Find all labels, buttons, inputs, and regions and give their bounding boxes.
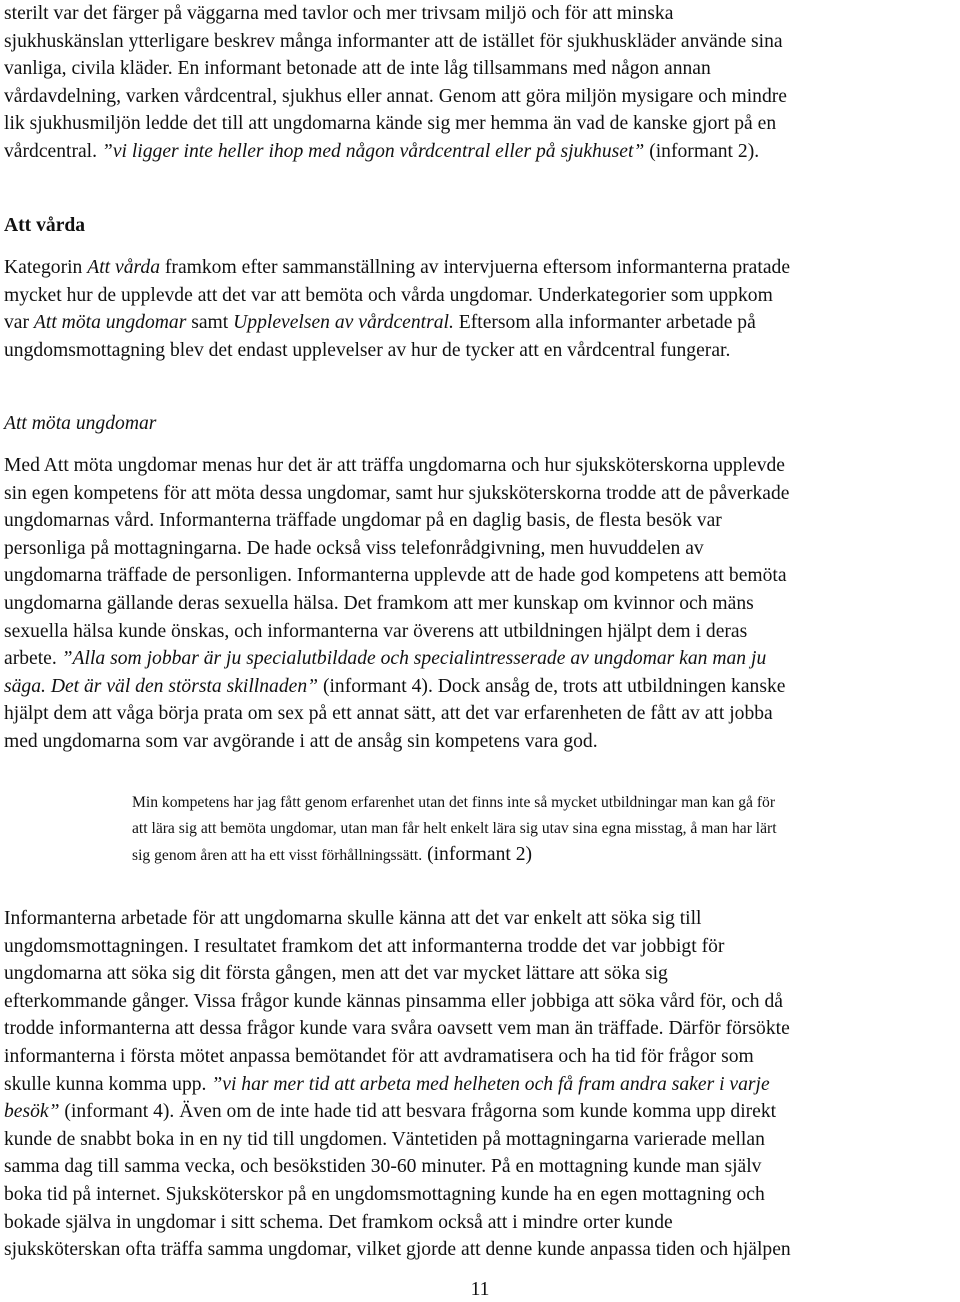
quote-inline: ”vi ligger inte heller ihop med någon vårdcentral eller på sjukhuset” <box>101 140 645 162</box>
quote-inline: besök” <box>4 1101 60 1123</box>
subsection-heading: Att möta ungdomar <box>4 413 157 434</box>
paragraph-category <box>4 254 956 364</box>
text-run: arbete. <box>4 648 62 670</box>
text-line: ungdomarnas vård. Informanterna träffade ungdomar på en daglig basis, de flesta besök var <box>4 510 722 532</box>
block-quote <box>132 790 956 869</box>
text-run: Kategorin <box>4 257 88 278</box>
page-number: 11 <box>470 1279 490 1300</box>
text-line: hjälpt dem att våga börja prata om sex på ett annat sätt, att det var erfarenheten de fått av att jobba <box>4 703 773 725</box>
quote-line: Min kompetens har jag fått genom erfarenhet utan det finns inte så mycket utbildningar man kan gå för <box>132 794 776 811</box>
text-run: framkom efter sammanställning av intervjuerna eftersom informanterna pratade <box>160 257 791 278</box>
text-line: Informanterna arbetade för att ungdomarna skulle känna att det var enkelt att söka sig till <box>4 908 702 929</box>
text-line: bokade själva in ungdomar i sitt schema. Det framkom också att i mindre orter kunde <box>4 1211 673 1233</box>
text-line: Med Att möta ungdomar menas hur det är att träffa ungdomarna och hur sjuksköterskorna upplevde <box>4 455 786 476</box>
paragraph-environment <box>4 0 956 166</box>
text-line <box>4 673 956 701</box>
text-line: ungdomarna att söka sig dit första gången, men att det var mycket lättare att söka sig <box>4 963 668 985</box>
quote-inline: säga. Det är väl den största skillnaden” <box>4 675 319 697</box>
text-run: vårdcentral. <box>4 140 102 162</box>
text-run: skulle kunna komma upp. <box>4 1073 212 1095</box>
text-line: sexuella hälsa kunde önskas, och informanterna var överens att utbildningen hjälpt dem i deras <box>4 620 748 642</box>
text-line: vanliga, civila kläder. En informant betonade att de inte låg tillsammans med någon annan <box>4 58 711 80</box>
text-line: samma dag till samma vecka, och besökstiden 30-60 minuter. På en mottagning kunde man själv <box>4 1156 762 1178</box>
quote-inline: ”vi har mer tid att arbeta med helheten och få fram andra saker i varje <box>211 1073 770 1095</box>
text-line <box>4 645 956 673</box>
text-line: sjukhuskänslan ytterligare beskrev många informanter att de istället för sjukhuskläder använde sina <box>4 30 783 52</box>
text-line: informanterna i första mötet anpassa bemötandet för att avdramatisera och ha tid för frågor som <box>4 1045 754 1067</box>
subcategory-name: Upplevelsen av vårdcentral. <box>233 312 454 334</box>
quote-inline: ”Alla som jobbar är ju specialutbildade och specialintresserade av ungdomar kan man ju <box>61 648 767 670</box>
text-line <box>4 1071 956 1099</box>
text-line <box>4 309 956 337</box>
text-line: efterkommande gånger. Vissa frågor kunde kännas pinsamma eller jobbiga att söka vård för, och då <box>4 990 783 1012</box>
text-line: med ungdomarna som var avgörande i att de ansåg sin kompetens vara god. <box>4 730 598 752</box>
text-line: sin egen kompetens för att möta dessa ungdomar, samt hur sjuksköterskorna trodde att de påverkade <box>4 482 790 504</box>
text-line: boka tid på internet. Sjuksköterskor på en ungdomsmottagning kunde ha en egen mottagning och <box>4 1183 765 1205</box>
category-name: Att vårda <box>87 257 160 278</box>
text-run: samt <box>186 312 234 334</box>
text-line: sterilt var det färger på väggarna med tavlor och mer trivsam miljö och för att minska <box>4 3 674 24</box>
text-line: trodde informanterna att dessa frågor kunde vara svåra oavsett vem man än träffade. Därför försökte <box>4 1018 790 1040</box>
quote-line <box>132 842 956 869</box>
text-run: var <box>4 312 34 334</box>
text-line: mycket hur de upplevde att det var att bemöta och vårda ungdomar. Underkategorier som uppkom <box>4 284 773 306</box>
section-heading: Att vårda <box>4 215 86 236</box>
subcategory-name: Att möta ungdomar <box>33 312 187 334</box>
paragraph-meeting-youth <box>4 452 956 756</box>
citation: (informant 2) <box>422 844 533 865</box>
citation: (informant 4). Dock ansåg de, trots att utbildningen kanske <box>318 675 786 697</box>
text-run: Eftersom alla informanter arbetade på <box>453 312 756 334</box>
citation: (informant 2). <box>644 140 760 162</box>
text-line: ungdomsmottagning blev det endast upplevelser av hur de tycker att en vårdcentral fungerar. <box>4 339 731 361</box>
quote-text: sig genom åren att ha ett visst förhållningssätt. <box>132 847 423 864</box>
quote-line: att lära sig att bemöta ungdomar, utan man får helt enkelt lära sig utav sina egna misstag, å man har lärt <box>132 820 777 837</box>
text-line: lik sjukhusmiljön ledde det till att ungdomarna kände sig mer hemma än vad de kanske gjort på en <box>4 113 777 135</box>
text-line: kunde de snabbt boka in en ny tid till ungdomen. Väntetiden på mottagningarna varierade mellan <box>4 1128 765 1150</box>
text-line: ungdomarna träffade de personligen. Informanterna upplevde att de hade god kompetens att bemöta <box>4 565 787 587</box>
text-line: sjuksköterskan ofta träffa samma ungdomar, vilket gjorde att denne kunde anpassa tiden och hjälpen <box>4 1239 791 1261</box>
paragraph-access <box>4 905 956 1264</box>
text-line: ungdomsmottagningen. I resultatet framkom det att informanterna trodde det var jobbigt för <box>4 935 725 957</box>
text-line: vårdavdelning, varken vårdcentral, sjukhus eller annat. Genom att göra miljön mysigare och mindre <box>4 85 787 107</box>
text-line: personliga på mottagningarna. De hade också viss telefonrådgivning, men huvuddelen av <box>4 537 704 559</box>
text-line <box>4 254 956 282</box>
text-line <box>4 1098 956 1126</box>
text-line <box>4 138 956 166</box>
text-line: ungdomarna gällande deras sexuella hälsa. Det framkom att mer kunskap om kvinnor och mäns <box>4 592 754 614</box>
citation: (informant 4). Även om de inte hade tid att besvara frågorna som kunde komma upp direkt <box>59 1101 777 1123</box>
